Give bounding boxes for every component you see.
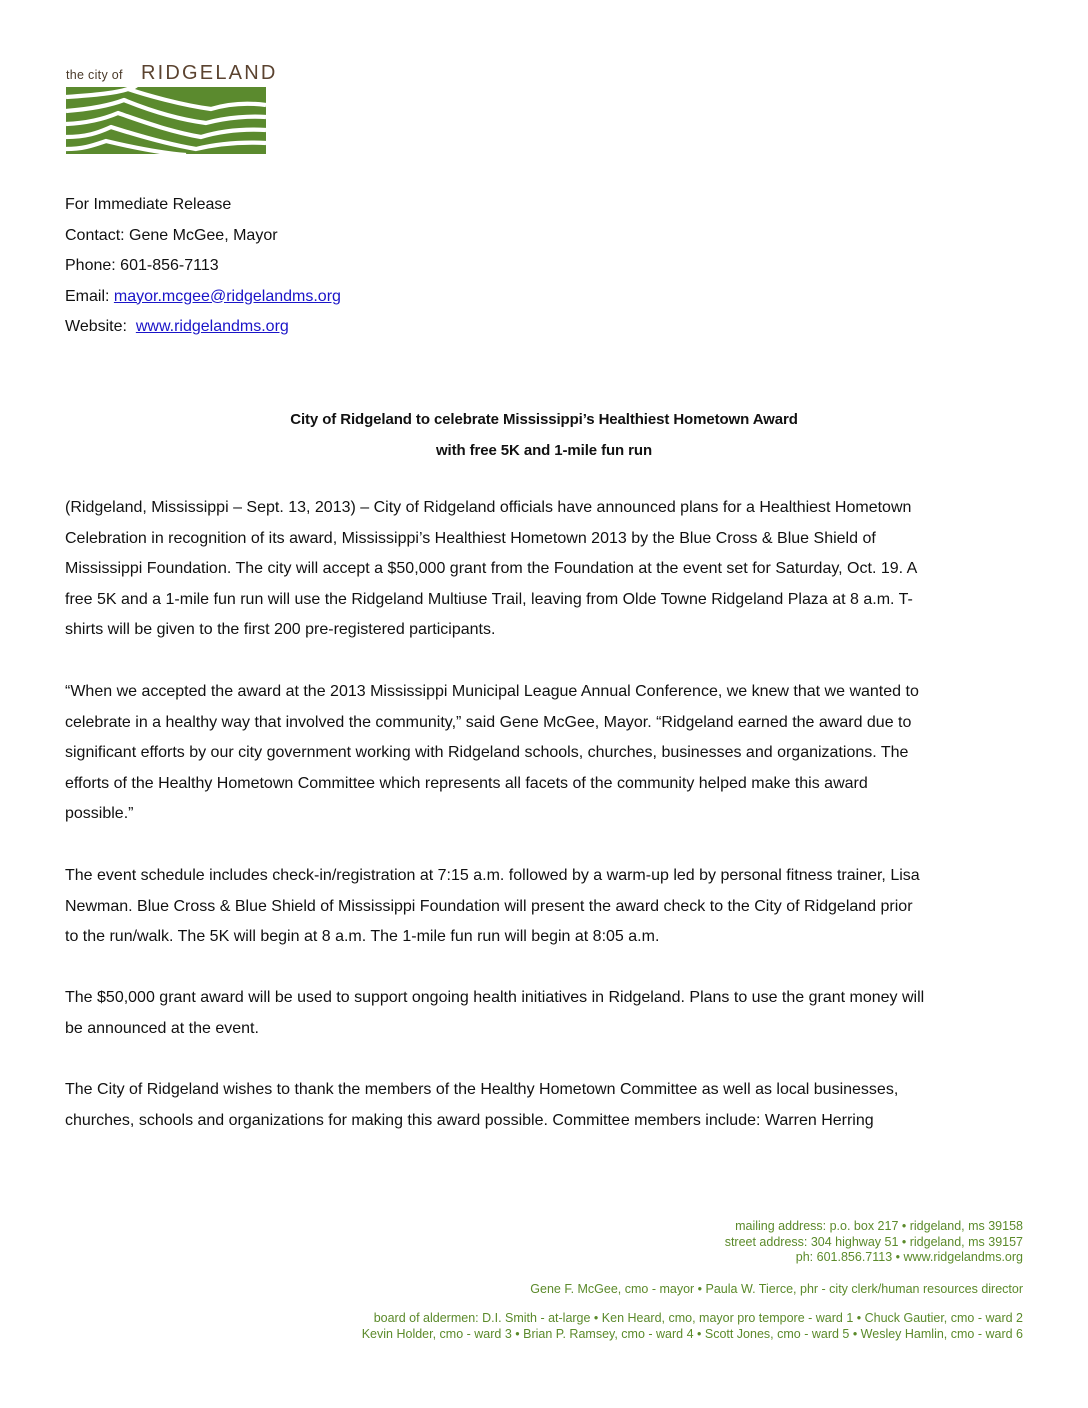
contact-block [65,190,341,343]
footer-phone-web: ph: 601.856.7113 • www.ridgelandms.org [795,1250,1023,1264]
text-line: be announced at the event. [65,1019,259,1037]
paragraph-thanks [65,1075,1035,1136]
text-line: The City of Ridgeland wishes to thank the members of the Healthy Hometown Committee as well as local businesses, [65,1081,899,1098]
text-line: significant efforts by our city government working with Ridgeland schools, churches, businesses and organizations. The [65,744,909,761]
website-label: Website: [65,318,127,335]
text-line: (Ridgeland, Mississippi – Sept. 13, 2013) – City of Ridgeland officials have announced plans for a Healthiest Hometown [65,499,912,516]
paragraph-schedule [65,861,1035,953]
phone-label: Phone: [65,257,116,274]
text-line: possible.” [65,805,134,822]
text-line: “When we accepted the award at the 2013 Mississippi Municipal League Annual Conference, we knew that we wanted to [65,683,919,700]
footer-aldermen [362,1311,1023,1342]
phone-value: 601-856-7113 [120,257,219,274]
aldermen-line: Kevin Holder, cmo - ward 3 • Brian P. Ramsey, cmo - ward 4 • Scott Jones, cmo - ward 5 • Wesley Hamlin, cmo - ward 6 [361,1326,1023,1341]
text-line: Celebration in recognition of its award, Mississippi’s Healthiest Hometown 2013 by the Blue Cross & Blue Shield of [65,529,876,547]
text-line: to the run/walk. The 5K will begin at 8 a.m. The 1-mile fun run will begin at 8:05 a.m. [65,928,660,945]
text-line: celebrate in a healthy way that involved the community,” said Gene McGee, Mayor. “Ridgeland earned the award due to [65,713,912,731]
website-line [65,312,341,343]
text-line: free 5K and a 1-mile fun run will use the Ridgeland Multiuse Trail, leaving from Olde Towne Ridgeland Plaza at 8 a.m. T- [65,590,913,608]
text-line: shirts will be given to the first 200 pre-registered participants. [65,621,496,638]
release-label: For Immediate Release [65,196,232,213]
paragraph-quote [65,677,1035,830]
paragraph-intro [65,493,1035,646]
contact-name: Gene McGee, Mayor [129,226,278,244]
mailing-address: mailing address: p.o. box 217 • ridgeland, ms 39158 [735,1219,1023,1233]
headline-line-1: City of Ridgeland to celebrate Mississippi’s Healthiest Hometown Award [290,411,798,428]
website-link[interactable]: www.ridgelandms.org [135,318,289,335]
logo-name: RIDGELAND [141,62,278,84]
email-link[interactable]: mayor.mcgee@ridgelandms.org [113,287,341,305]
text-line: churches, schools and organizations for making this award possible. Committee members include: Warren Herring [65,1111,874,1129]
officials-line: Gene F. McGee, cmo - mayor • Paula W. Tierce, phr - city clerk/human resources director [530,1282,1023,1296]
paragraph-grant [65,983,1035,1044]
logo-prefix: the city of [66,68,123,82]
phone-line [65,251,341,282]
logo-hills-icon [66,87,266,154]
text-line: efforts of the Healthy Hometown Committee which represents all facets of the community helped make this award [65,774,868,792]
contact-line [65,221,341,252]
footer-addresses [725,1219,1023,1266]
email-line [65,282,341,313]
footer-officials [530,1282,1023,1298]
email-label: Email: [65,287,110,305]
text-line: The $50,000 grant award will be used to support ongoing health initiatives in Ridgeland. Plans to use the grant money will [65,989,925,1006]
street-address: street address: 304 highway 51 • ridgeland, ms 39157 [724,1234,1023,1249]
headline-line-2: with free 5K and 1-mile fun run [435,442,653,459]
press-release-headline [0,404,1088,466]
text-line: The event schedule includes check-in/registration at 7:15 a.m. followed by a warm-up led by personal fitness trainer, Lisa [65,867,920,884]
contact-label: Contact: [65,226,125,244]
text-line: Mississippi Foundation. The city will accept a $50,000 grant from the Foundation at the event set for Saturday, Oct. 19. A [65,560,918,577]
aldermen-line: board of aldermen: D.I. Smith - at-large • Ken Heard, cmo, mayor pro tempore - ward 1 • Chuck Gautier, cmo - ward 2 [373,1311,1023,1325]
city-logo [66,62,278,154]
text-line: Newman. Blue Cross & Blue Shield of Mississippi Foundation will present the award check to the City of Ridgeland prior [65,897,913,915]
